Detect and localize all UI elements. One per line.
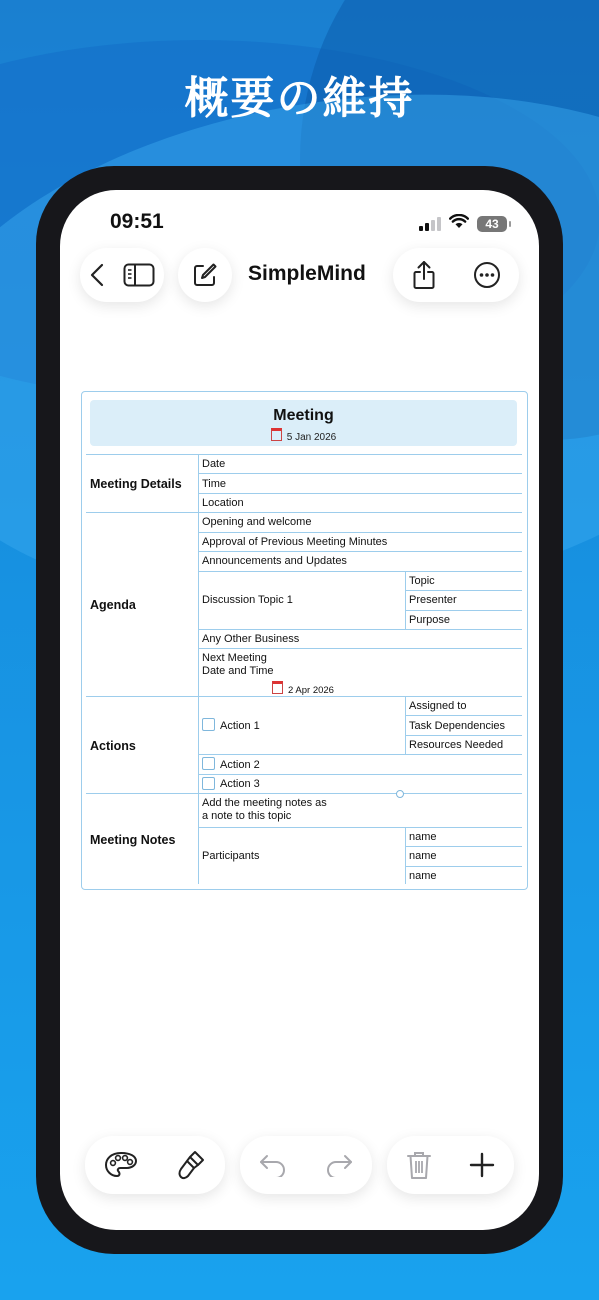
- status-icons: [419, 214, 507, 234]
- agenda-approval[interactable]: Approval of Previous Meeting Minutes: [202, 536, 388, 548]
- signal-icon: [419, 217, 441, 231]
- action-assigned-to[interactable]: Assigned to: [409, 700, 467, 712]
- nav-pill: [80, 248, 164, 302]
- sidebar-icon[interactable]: [123, 263, 155, 287]
- next-meeting-date: 2 Apr 2026: [272, 681, 334, 697]
- calendar-icon: [271, 428, 282, 441]
- detail-location[interactable]: Location: [202, 497, 244, 509]
- agenda-any-other-business[interactable]: Any Other Business: [202, 633, 300, 645]
- brush-icon[interactable]: [176, 1149, 206, 1181]
- meeting-mindmap[interactable]: [81, 391, 528, 890]
- app-title: SimpleMind: [248, 262, 366, 285]
- wifi-icon: [449, 214, 469, 234]
- share-icon[interactable]: [412, 260, 436, 290]
- action-2-checkbox[interactable]: [202, 757, 215, 770]
- meeting-notes-hint[interactable]: Add the meeting notes as a note to this topic: [202, 797, 327, 822]
- calendar-icon: [272, 681, 283, 694]
- back-icon[interactable]: [90, 263, 104, 287]
- agenda-opening[interactable]: Opening and welcome: [202, 516, 312, 528]
- status-time: 09:51: [110, 210, 164, 233]
- trash-icon[interactable]: [406, 1150, 432, 1180]
- promo-headline: 概要の維持: [184, 73, 415, 124]
- compose-button[interactable]: [178, 248, 232, 302]
- action-3-checkbox[interactable]: [202, 777, 215, 790]
- category-meeting-details[interactable]: Meeting Details: [90, 477, 182, 491]
- undo-icon[interactable]: [259, 1153, 287, 1177]
- app-screen: [60, 190, 539, 1230]
- style-pill: [85, 1136, 225, 1194]
- participant-name[interactable]: name: [409, 850, 437, 862]
- participant-name[interactable]: name: [409, 870, 437, 882]
- compose-icon: [192, 262, 218, 288]
- discussion-purpose[interactable]: Purpose: [409, 614, 450, 626]
- category-actions[interactable]: Actions: [90, 739, 136, 753]
- connector-handle[interactable]: [396, 790, 404, 798]
- meeting-date: 5 Jan 2026: [90, 428, 517, 443]
- agenda-next-meeting[interactable]: Next Meeting Date and Time: [202, 652, 274, 677]
- more-icon[interactable]: [473, 261, 501, 289]
- battery-icon: 43: [477, 216, 507, 232]
- discussion-topic[interactable]: Topic: [409, 575, 435, 587]
- category-meeting-notes[interactable]: Meeting Notes: [90, 833, 176, 847]
- action-3[interactable]: Action 3: [220, 778, 260, 790]
- add-icon[interactable]: [469, 1152, 495, 1178]
- actions-pill: [393, 248, 519, 302]
- detail-date[interactable]: Date: [202, 458, 226, 470]
- discussion-presenter[interactable]: Presenter: [409, 594, 457, 606]
- agenda-announcements[interactable]: Announcements and Updates: [202, 555, 347, 567]
- category-agenda[interactable]: Agenda: [90, 598, 136, 612]
- agenda-discussion-topic[interactable]: Discussion Topic 1: [202, 594, 293, 606]
- participant-name[interactable]: name: [409, 831, 437, 843]
- detail-time[interactable]: Time: [202, 478, 227, 490]
- action-1-checkbox[interactable]: [202, 718, 215, 731]
- action-2[interactable]: Action 2: [220, 759, 260, 771]
- palette-icon[interactable]: [104, 1151, 138, 1179]
- edit-pill: [387, 1136, 514, 1194]
- action-1[interactable]: Action 1: [220, 720, 260, 732]
- action-task-dependencies[interactable]: Task Dependencies: [409, 720, 506, 732]
- meeting-title-node[interactable]: [90, 400, 517, 446]
- participants[interactable]: Participants: [202, 850, 260, 862]
- action-resources-needed[interactable]: Resources Needed: [409, 739, 504, 751]
- history-pill: [240, 1136, 372, 1194]
- redo-icon[interactable]: [325, 1153, 353, 1177]
- meeting-title: Meeting: [273, 407, 334, 424]
